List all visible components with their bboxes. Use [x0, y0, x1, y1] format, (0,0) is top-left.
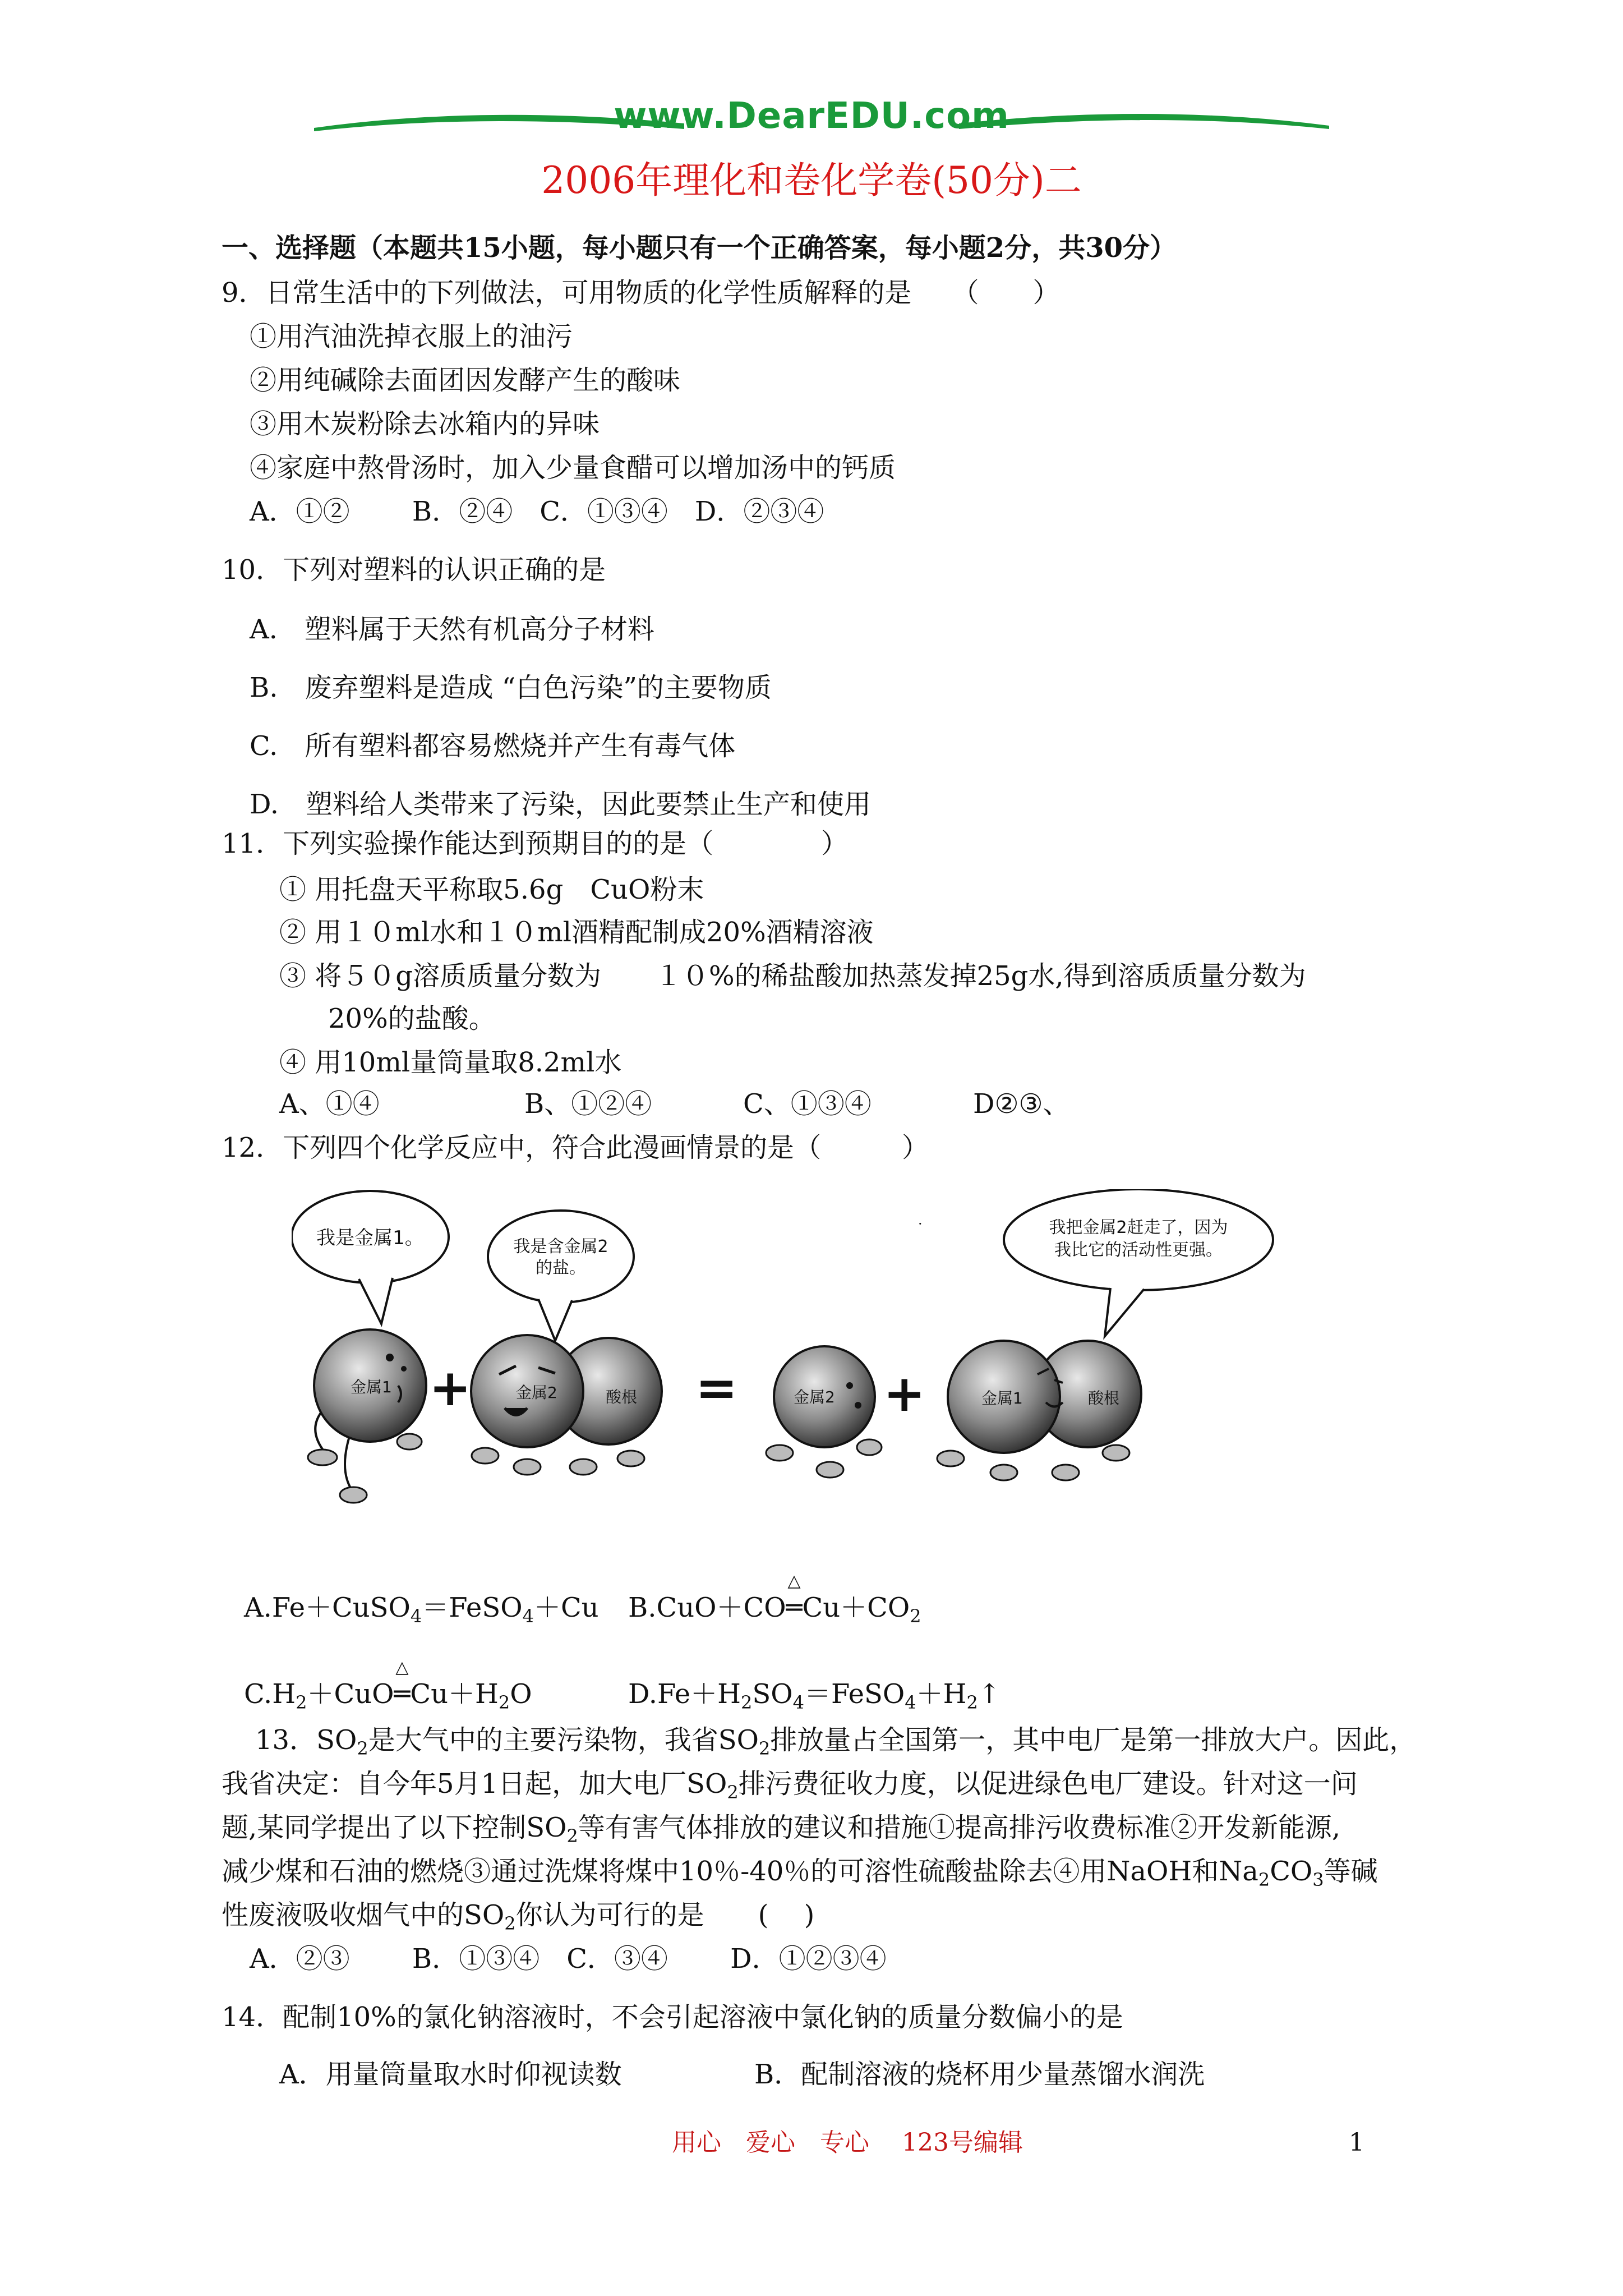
question-10-option-d: D. 塑料给人类带来了污染，因此要禁止生产和使用: [250, 789, 872, 820]
question-13-options: A．②③ B．①③④ C．③④ D．①②③④: [250, 1943, 887, 1975]
plus-sign-2: +: [883, 1364, 926, 1423]
question-11-item: ④ 用10ml量筒量取8.2ml水: [279, 1047, 622, 1078]
site-name: www.DearEDU.com: [614, 95, 1009, 137]
question-11-option-a: A、①④: [279, 1088, 380, 1120]
question-11-option-d: D②③、: [973, 1088, 1070, 1120]
question-10-option-c: C. 所有塑料都容易燃烧并产生有毒气体: [250, 730, 736, 762]
question-11-item: ② 用１０ml水和１０ml酒精配制成20%酒精溶液: [279, 917, 874, 948]
question-9-item: ②用纯碱除去面团因发酵产生的酸味: [250, 365, 681, 396]
question-12-stem: 12．下列四个化学反应中，符合此漫画情景的是（ ）: [222, 1132, 929, 1163]
metal-1-ball: [308, 1329, 426, 1503]
question-9-item: ①用汽油洗掉衣服上的油污: [250, 321, 573, 352]
footer-text: 用心 爱心 专心 123号编辑: [672, 2128, 1023, 2157]
question-9-item: ④家庭中熬骨汤时，加入少量食醋可以增加汤中的钙质: [250, 452, 896, 484]
question-13-line: 减少煤和石油的燃烧③通过洗煤将煤中10％-40％的可溶性硫酸盐除去④用NaOH和$Na_2CO_3$等碱: [222, 1856, 1378, 1890]
new-salt-balls: [937, 1341, 1141, 1480]
question-13-line: 13．$SO_2$是大气中的主要污染物，我省$SO_2$排放量占全国第一，其中电厂是第一排放大户。因此，: [255, 1724, 1417, 1759]
question-14-option-b: B．配制溶液的烧杯用少量蒸馏水润洗: [754, 2059, 1205, 2090]
question-12-option-d: $D.Fe+H_2SO_4=FeSO_4+H_2↑$: [628, 1678, 1001, 1713]
question-11-stem: 11．下列实验操作能达到预期目的的是（ ）: [222, 828, 849, 859]
svg-text:金属2: 金属2: [794, 1388, 835, 1406]
speech-bubble-2: [488, 1211, 634, 1303]
question-12-option-b: B.CuO＋CO △ $═Cu+CO_2$: [628, 1571, 921, 1627]
bubble-2-text-line2: 的盐。: [536, 1258, 586, 1278]
question-11-item: ① 用托盘天平称取5.6g CuO粉末: [279, 874, 704, 905]
speech-bubble-3: [1004, 1189, 1273, 1290]
question-11-option-c: C、①③④: [743, 1088, 872, 1120]
svg-text:金属1: 金属1: [351, 1378, 392, 1396]
svg-text:酸根: 酸根: [1088, 1389, 1120, 1407]
question-9-stem: 9．日常生活中的下列做法，可用物质的化学性质解释的是 （ ）: [222, 277, 1060, 309]
question-11-option-b: B、①②④: [524, 1088, 652, 1120]
question-12-option-c: $C.H_2+CuO$ △ $═Cu+H_2O$: [244, 1658, 532, 1713]
page-title: 2006年理化和卷化学卷(50分)二: [541, 159, 1082, 202]
question-10-option-b: B. 废弃塑料是造成 “白色污染”的主要物质: [250, 672, 772, 703]
question-13-line: 我省决定：自今年5月1日起，加大电厂$SO_2$排污费征收力度，以促进绿色电厂建设。针对这一问: [222, 1768, 1358, 1803]
question-11-item: ③ 将５０g溶质质量分数为 １０%的稀盐酸加热蒸发掉25g水,得到溶质质量分数为: [279, 960, 1306, 992]
metal-2-ball: [766, 1346, 882, 1478]
question-10-option-a: A. 塑料属于天然有机高分子材料: [250, 614, 654, 645]
svg-text:金属2: 金属2: [516, 1383, 557, 1402]
page-number: 1: [1349, 2128, 1364, 2157]
equals-sign: =: [695, 1359, 738, 1418]
question-12-option-a: A.Fe＋CuSO$_4$＝FeSO$_4$＋Cu: [244, 1592, 599, 1627]
bubble-2-text-line1: 我是含金属2: [513, 1237, 608, 1257]
question-10-stem: 10．下列对塑料的认识正确的是: [222, 554, 606, 586]
question-13-line: 性废液吸收烟气中的$SO_2$你认为可行的是 ( ): [222, 1899, 815, 1934]
question-9-item: ③用木炭粉除去冰箱内的异味: [250, 408, 600, 440]
question-14-stem: 14．配制10%的氯化钠溶液时，不会引起溶液中氯化钠的质量分数偏小的是: [222, 2001, 1123, 2033]
svg-text:金属1: 金属1: [981, 1389, 1023, 1407]
question-14-option-a: A．用量筒量取水时仰视读数: [279, 2059, 622, 2090]
bubble-3-text-line1: 我把金属2赶走了，因为: [1049, 1218, 1228, 1237]
plus-sign-1: +: [429, 1359, 472, 1418]
question-13-line: 题,某同学提出了以下控制$SO_2$等有害气体排放的建议和措施①提高排污收费标准②开发新能源,: [222, 1812, 1341, 1847]
bubble-1-text: 我是金属1。: [316, 1227, 424, 1249]
svg-text:酸根: 酸根: [606, 1388, 638, 1406]
question-9-options: A．①② B．②④ C．①③④ D．②③④: [250, 496, 824, 527]
question-11-item-cont: 20%的盐酸。: [328, 1003, 496, 1034]
svg-text:·: ·: [918, 1216, 923, 1232]
bubble-3-text-line2: 我比它的活动性更强。: [1054, 1240, 1223, 1260]
section-heading: 一、选择题（本题共15小题，每小题只有一个正确答案，每小题2分，共30分）: [222, 232, 1177, 264]
metal-displacement-comic: [292, 1189, 1279, 1515]
salt-balls: [471, 1335, 662, 1475]
